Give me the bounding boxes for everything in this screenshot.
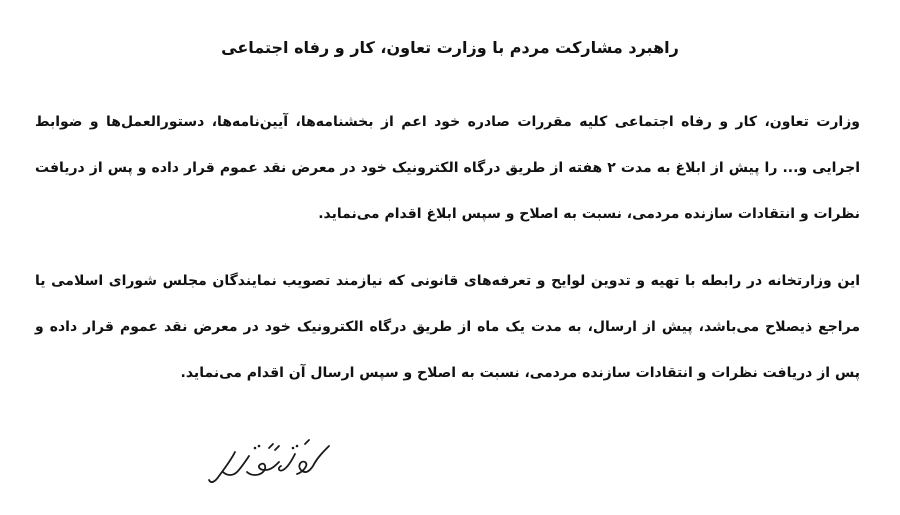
signature-graphic <box>205 432 345 492</box>
paragraph-1: وزارت تعاون، کار و رفاه اجتماعی کلیه مقررات صادره خود اعم از بخشنامه‌ها، آیین‌نامه‌ها، دستورالعمل‌ها و ضوابط اجرایی و... را پیش از ابلاغ به مدت ۲ هفته از طریق درگاه الکترونیک خود در معرض نقد عموم قرار داده و پس از دریافت نظرات و انتقادات سازنده مردمی، نسبت به اصلاح و سپس ابلاغ اقدام می‌نماید. <box>35 114 860 222</box>
paragraph-2: این وزارتخانه در رابطه با تهیه و تدوین لوایح و تعرفه‌های قانونی که نیازمند تصویب نمایندگان مجلس شورای اسلامی یا مراجع ذیصلاح می‌باشد، پیش از ارسال، به مدت یک ماه از طریق درگاه الکترونیک خود در معرض نقد عموم قرار داده و پس از دریافت نظرات و انتقادات سازنده مردمی، نسبت به اصلاح و سپس ارسال آن اقدام می‌نماید. <box>35 273 860 381</box>
handwritten-signature <box>205 432 345 492</box>
document-title: راهبرد مشارکت مردم با وزارت تعاون، کار و رفاه اجتماعی <box>221 38 679 57</box>
